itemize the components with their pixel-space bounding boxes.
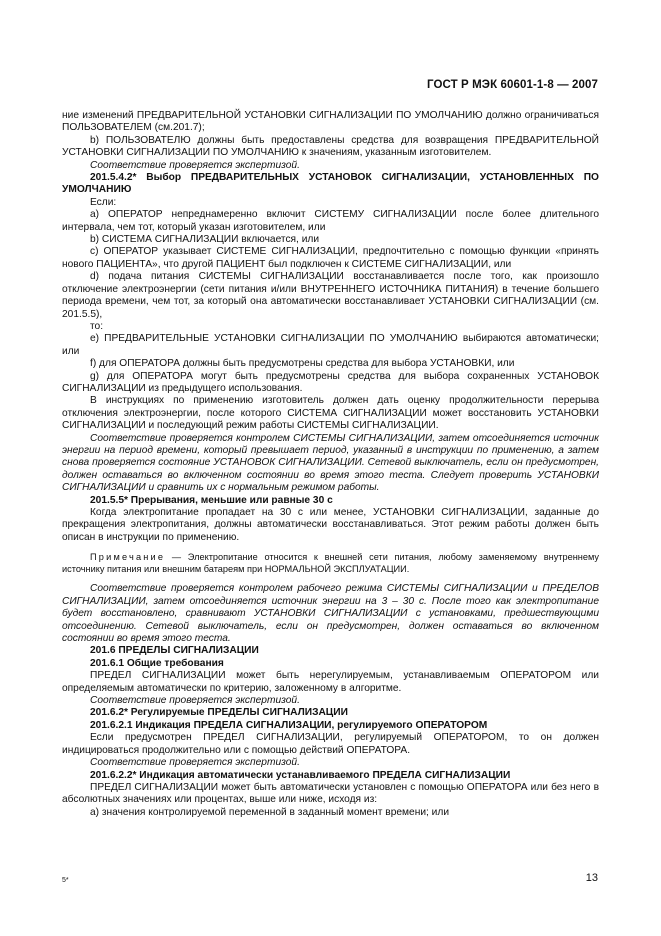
section-heading: 201.6.2.2* Индикация автоматически устанавливаемого ПРЕДЕЛА СИГНАЛИЗАЦИИ (90, 769, 511, 781)
list-item: а) значения контролируемой переменной в заданный момент времени; или (90, 806, 450, 818)
list-item: c) ОПЕРАТОР указывает СИСТЕМЕ СИГНАЛИЗАЦИИ, предпочтительно с помощью функции «принять нового ПАЦИЕНТА», что другой ПАЦИЕНТ был подключен к СИСТЕМЕ СИГНАЛИЗАЦИИ, или (62, 246, 599, 270)
section-heading: 201.5.4.2* Выбор ПРЕДВАРИТЕЛЬНЫХ УСТАНОВОК СИГНАЛИЗАЦИИ, УСТАНОВЛЕННЫХ ПО УМОЛЧАНИЮ (62, 172, 599, 196)
list-item: d) подача питания СИСТЕМЫ СИГНАЛИЗАЦИИ восстанавливается после того, как произошло отключение электроэнергии (сети питания и/или ВНУТРЕННЕГО ИСТОЧНИКА ПИТАНИЯ) в течение большего периода времени, чем тот, за который она автоматически восстанавливает УСТАНОВКИ СИГНАЛИЗАЦИИ (см. 201.5.5), (62, 271, 599, 320)
spacer (62, 544, 599, 552)
note-text: — Электропитание относится к внешней сети питания, любому заменяемому внутреннему источнику питания или внешним батареям при НОРМАЛЬНОЙ ЭКСПЛУАТАЦИИ. (62, 552, 599, 574)
list-item: g) для ОПЕРАТОРА могут быть предусмотрены средства для выбора сохраненных УСТАНОВОК СИГНАЛИЗАЦИИ из предыдущего использования. (62, 370, 599, 394)
section-heading: 201.5.5* Прерывания, меньшие или равные 30 с (90, 494, 333, 506)
compliance-note: Соответствие проверяется контролем СИСТЕМЫ СИГНАЛИЗАЦИИ, затем отсоединяется источник энергии на период времени, который превышает период, указанный в инструкции по применению, а затем снова проверяется состояние УСТАНОВОК СИГНАЛИЗАЦИИ. Сетевой выключатель, если он предусмотрен, должен оставаться во включенном состоянии во время этого теста. Следует проверить УСТАНОВКИ СИГНАЛИЗАЦИИ и сравнить их с нормальным режимом работы. (62, 432, 599, 494)
compliance-note: Соответствие проверяется контролем рабочего режима СИСТЕМЫ СИГНАЛИЗАЦИИ и ПРЕДЕЛОВ СИГНАЛИЗАЦИИ, затем отсоединяется источник энергии на 3 – 30 с. После того как электропитание будет восстановлено, сравнивают УСТАНОВКИ СИГНАЛИЗАЦИИ с установками, предшествующими отсоединению. Сетевой выключатель, если он предусмотрен, должен оставаться во включенном состоянии во время этого теста. (62, 583, 599, 645)
paragraph: ПРЕДЕЛ СИГНАЛИЗАЦИИ может быть нерегулируемым, устанавливаемым ОПЕРАТОРОМ или определяемым автоматически по критерию, заложенному в алгоритме. (62, 670, 599, 694)
list-item: b) ПОЛЬЗОВАТЕЛЮ должны быть предоставлены средства для возвращения ПРЕДВАРИТЕЛЬНОЙ УСТАНОВКИ СИГНАЛИЗАЦИИ ПО УМОЛЧАНИЮ к значениям, указанным изготовителем. (62, 134, 599, 159)
paragraph: Если предусмотрен ПРЕДЕЛ СИГНАЛИЗАЦИИ, регулируемый ОПЕРАТОРОМ, то он должен индицироваться продолжительно или с помощью действий ОПЕРАТОРА. (62, 732, 599, 756)
compliance-note: Соответствие проверяется экспертизой. (90, 159, 300, 171)
footer-mark: 5* (62, 877, 69, 884)
paragraph: то: (90, 320, 104, 332)
paragraph: Когда электропитание пропадает на 30 с или менее, УСТАНОВКИ СИГНАЛИЗАЦИИ, заданные до прекращения электропитания, должны автоматически восстанавливаться. Этот режим работы должен быть описан в инструкции по применению. (62, 507, 599, 543)
document-code: ГОСТ Р МЭК 60601-1-8 — 2007 (427, 79, 598, 91)
paragraph: ПРЕДЕЛ СИГНАЛИЗАЦИИ может быть автоматически установлен с помощью ОПЕРАТОРА или без него в абсолютных значениях или процентах, выше или ниже, исходя из: (62, 781, 599, 806)
paragraph: В инструкциях по применению изготовитель должен дать оценку продолжительности перерыва отключения электроэнергии, после которого СИСТЕМА СИГНАЛИЗАЦИИ может восстановить УСТАНОВКИ СИГНАЛИЗАЦИИ и последующий режим работы СИСТЕМЫ СИГНАЛИЗАЦИИ. (62, 395, 599, 432)
list-item: а) ОПЕРАТОР непреднамеренно включит СИСТЕМУ СИГНАЛИЗАЦИИ после более длительного интервала, чем тот, который указан изготовителем, или (62, 209, 599, 233)
section-heading: 201.6.1 Общие требования (90, 657, 224, 669)
paragraph: ние изменений ПРЕДВАРИТЕЛЬНОЙ УСТАНОВКИ СИГНАЛИЗАЦИИ ПО УМОЛЧАНИЮ должно ограничиваться ПОЛЬЗОВАТЕЛЕМ (см.201.7); (62, 110, 599, 134)
section-heading: 201.6.2.1 Индикация ПРЕДЕЛА СИГНАЛИЗАЦИИ, регулируемого ОПЕРАТОРОМ (90, 719, 488, 731)
section-heading: 201.6.2* Регулируемые ПРЕДЕЛЫ СИГНАЛИЗАЦИИ (90, 707, 348, 719)
note-label: Примечание (90, 552, 166, 563)
compliance-note: Соответствие проверяется экспертизой. (90, 757, 300, 769)
document-body (62, 110, 599, 819)
compliance-note: Соответствие проверяется экспертизой. (90, 695, 300, 707)
list-item: e) ПРЕДВАРИТЕЛЬНЫЕ УСТАНОВКИ СИГНАЛИЗАЦИИ ПО УМОЛЧАНИЮ выбираются автоматически; или (62, 333, 599, 357)
list-item: b) СИСТЕМА СИГНАЛИЗАЦИИ включается, или (90, 234, 320, 246)
section-heading: 201.6 ПРЕДЕЛЫ СИГНАЛИЗАЦИИ (90, 645, 259, 657)
paragraph: Если: (90, 196, 117, 208)
note (62, 552, 599, 575)
list-item: f) для ОПЕРАТОРА должны быть предусмотрены средства для выбора УСТАНОВКИ, или (90, 358, 515, 370)
page-number: 13 (585, 872, 598, 884)
